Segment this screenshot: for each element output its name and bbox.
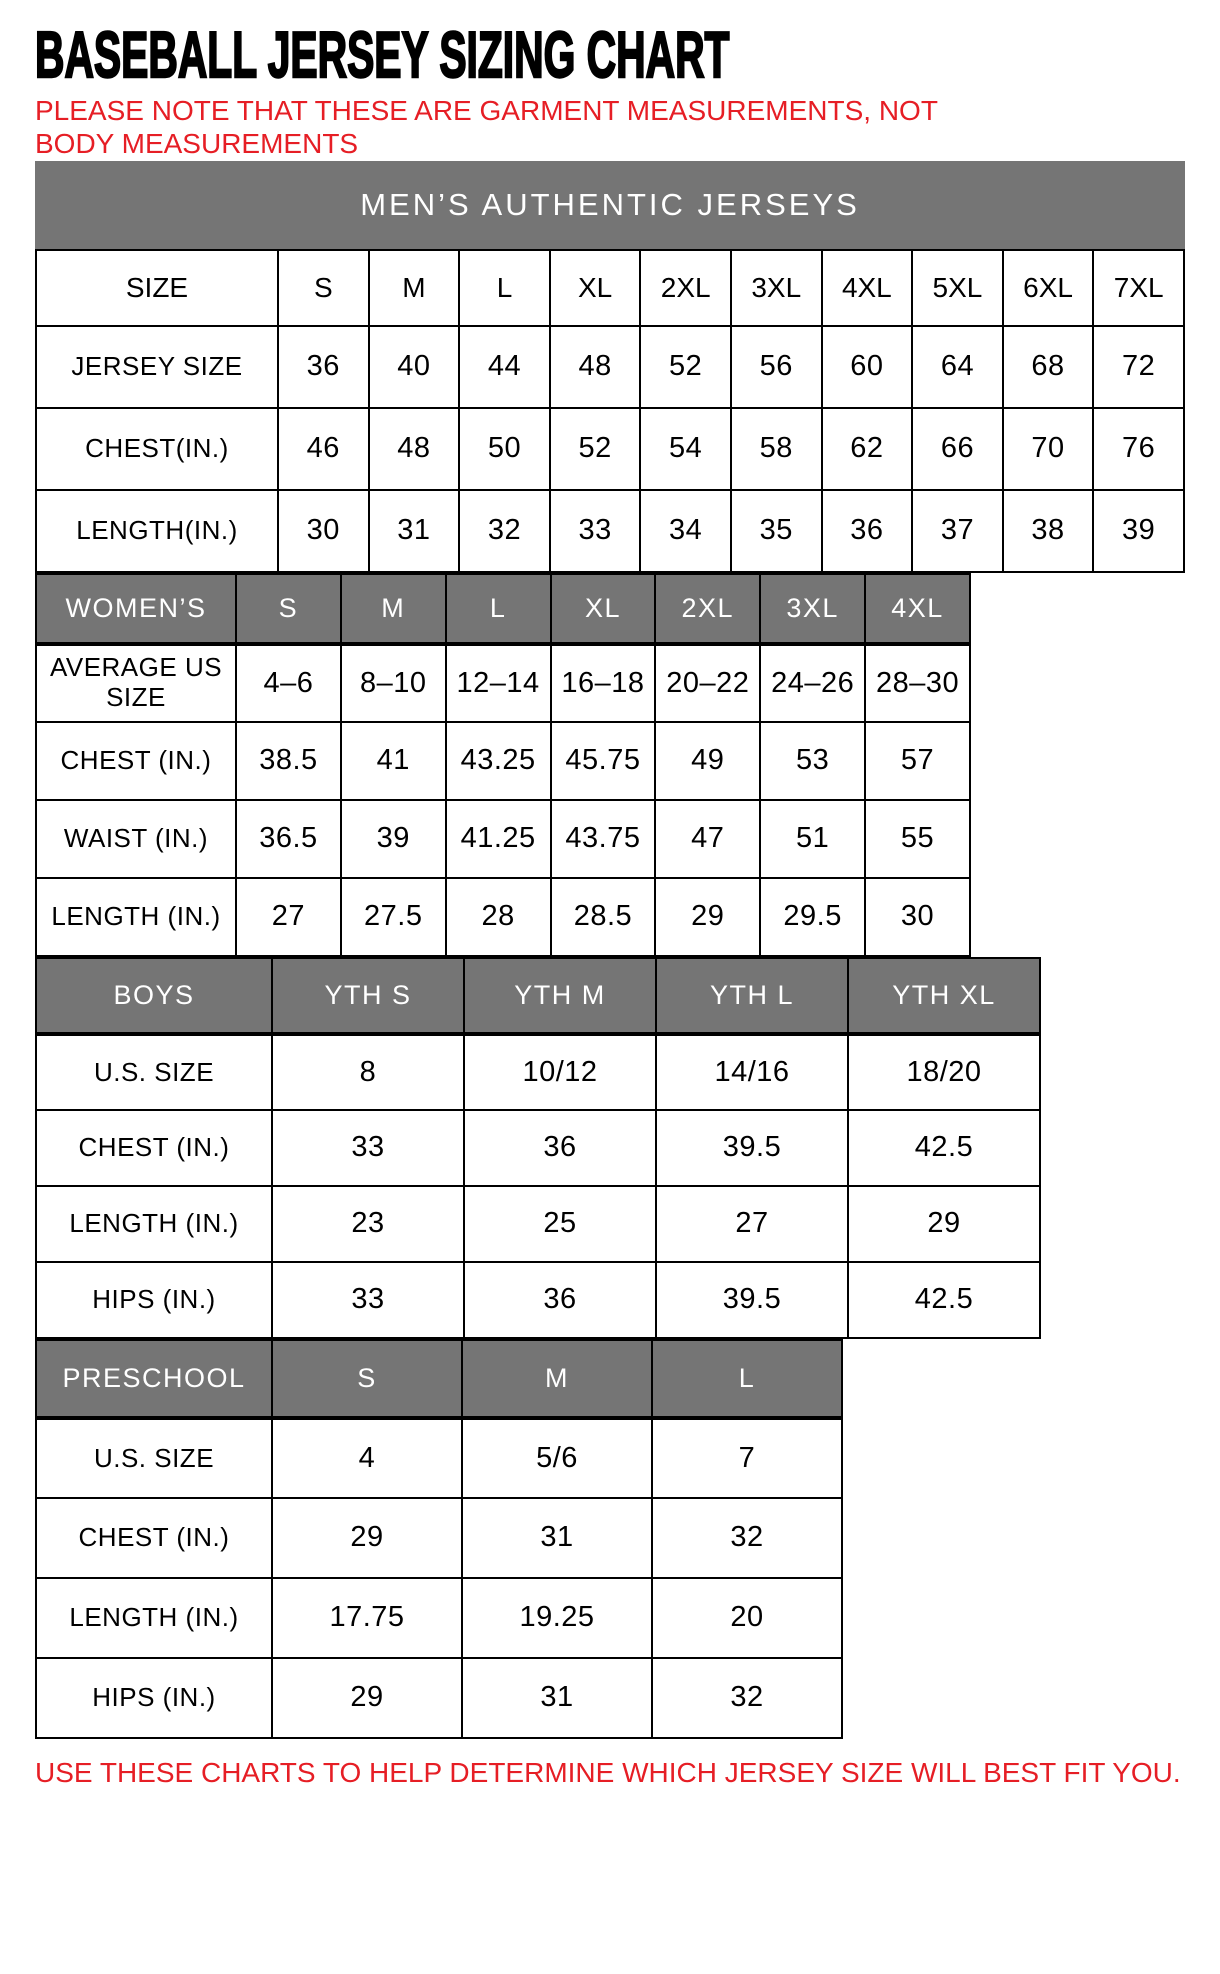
measurement-value-cell: 32 [459, 490, 550, 572]
size-column-header: XL [550, 250, 641, 326]
table-title-cell: BOYS [36, 958, 272, 1034]
measurement-value-cell: 5/6 [462, 1418, 652, 1498]
measurement-value-cell: 20 [652, 1578, 842, 1658]
measurement-value-cell: 36 [464, 1262, 656, 1338]
page-title: BASEBALL JERSEY SIZING CHART [35, 18, 730, 91]
boys-jerseys-section [35, 957, 1190, 1339]
measurement-value-cell: 38 [1003, 490, 1094, 572]
table-row [36, 1578, 842, 1658]
measurement-value-cell: 39.5 [656, 1110, 848, 1186]
table-row [36, 1498, 842, 1578]
table-title-cell: SIZE [36, 250, 278, 326]
measurement-value-cell: 25 [464, 1186, 656, 1262]
measurement-value-cell: 27 [236, 878, 341, 956]
table-row [36, 1110, 1040, 1186]
measurement-value-cell: 53 [760, 722, 865, 800]
measurement-value-cell: 31 [369, 490, 460, 572]
row-label-cell: CHEST (IN.) [36, 1498, 272, 1578]
measurement-value-cell: 52 [640, 326, 731, 408]
measurement-value-cell: 45.75 [551, 722, 656, 800]
measurement-value-cell: 36 [278, 326, 369, 408]
measurement-value-cell: 49 [655, 722, 760, 800]
measurement-value-cell: 55 [865, 800, 970, 878]
size-column-header: L [652, 1340, 842, 1418]
preschool-size-table [35, 1339, 843, 1739]
size-column-header: 3XL [731, 250, 822, 326]
row-label-cell: CHEST (IN.) [36, 1110, 272, 1186]
measurement-value-cell: 48 [550, 326, 641, 408]
row-label-cell: JERSEY SIZE [36, 326, 278, 408]
measurement-value-cell: 46 [278, 408, 369, 490]
size-column-header: 4XL [822, 250, 913, 326]
row-label-cell: U.S. SIZE [36, 1418, 272, 1498]
table-row [36, 1658, 842, 1738]
measurement-value-cell: 29 [272, 1658, 462, 1738]
mens-jerseys-section [35, 161, 1190, 573]
measurement-value-cell: 54 [640, 408, 731, 490]
table-row [36, 1034, 1040, 1110]
measurement-value-cell: 4–6 [236, 644, 341, 722]
measurement-value-cell: 12–14 [446, 644, 551, 722]
measurement-value-cell: 28.5 [551, 878, 656, 956]
size-header-row [36, 250, 1184, 326]
row-label-cell: WAIST (IN.) [36, 800, 236, 878]
row-label-cell: HIPS (IN.) [36, 1262, 272, 1338]
size-column-header: XL [551, 574, 656, 644]
measurement-value-cell: 7 [652, 1418, 842, 1498]
table-row [36, 490, 1184, 572]
size-column-header: YTH XL [848, 958, 1040, 1034]
table-row [36, 644, 970, 722]
measurement-value-cell: 29.5 [760, 878, 865, 956]
measurement-value-cell: 31 [462, 1658, 652, 1738]
measurement-value-cell: 19.25 [462, 1578, 652, 1658]
size-column-header: M [462, 1340, 652, 1418]
row-label-cell: CHEST (IN.) [36, 722, 236, 800]
size-column-header: S [236, 574, 341, 644]
measurement-value-cell: 76 [1093, 408, 1184, 490]
measurement-value-cell: 16–18 [551, 644, 656, 722]
measurement-value-cell: 28 [446, 878, 551, 956]
table-row [36, 1418, 842, 1498]
table-row [36, 722, 970, 800]
table-row [36, 800, 970, 878]
measurement-value-cell: 57 [865, 722, 970, 800]
row-label-cell: LENGTH (IN.) [36, 1186, 272, 1262]
measurement-value-cell: 66 [912, 408, 1003, 490]
measurement-value-cell: 41 [341, 722, 446, 800]
measurement-value-cell: 10/12 [464, 1034, 656, 1110]
measurement-value-cell: 14/16 [656, 1034, 848, 1110]
measurement-value-cell: 43.75 [551, 800, 656, 878]
measurement-value-cell: 72 [1093, 326, 1184, 408]
size-column-header: L [446, 574, 551, 644]
size-header-row [36, 1340, 842, 1418]
table-row [36, 878, 970, 956]
measurement-value-cell: 56 [731, 326, 822, 408]
measurement-value-cell: 50 [459, 408, 550, 490]
measurement-value-cell: 24–26 [760, 644, 865, 722]
row-label-cell: LENGTH(IN.) [36, 490, 278, 572]
measurement-value-cell: 33 [272, 1110, 464, 1186]
size-column-header: YTH M [464, 958, 656, 1034]
table-row [36, 408, 1184, 490]
measurement-value-cell: 32 [652, 1658, 842, 1738]
measurement-value-cell: 58 [731, 408, 822, 490]
mens-table-banner: MEN’S AUTHENTIC JERSEYS [35, 161, 1185, 249]
measurement-value-cell: 40 [369, 326, 460, 408]
preschool-jerseys-section [35, 1339, 1190, 1739]
measurement-value-cell: 31 [462, 1498, 652, 1578]
size-column-header: L [459, 250, 550, 326]
measurement-value-cell: 29 [272, 1498, 462, 1578]
size-column-header: YTH L [656, 958, 848, 1034]
table-row [36, 1262, 1040, 1338]
measurement-value-cell: 44 [459, 326, 550, 408]
measurement-value-cell: 38.5 [236, 722, 341, 800]
size-header-row [36, 958, 1040, 1034]
table-title-cell: WOMEN’S [36, 574, 236, 644]
row-label-cell: AVERAGE US SIZE [36, 644, 236, 722]
measurement-value-cell: 36 [464, 1110, 656, 1186]
row-label-cell: CHEST(IN.) [36, 408, 278, 490]
measurement-value-cell: 32 [652, 1498, 842, 1578]
fit-advice-note: USE THESE CHARTS TO HELP DETERMINE WHICH JERSEY SIZE WILL BEST FIT YOU. [35, 1756, 1181, 1788]
size-column-header: 3XL [760, 574, 865, 644]
row-label-cell: LENGTH (IN.) [36, 878, 236, 956]
measurement-value-cell: 64 [912, 326, 1003, 408]
measurement-value-cell: 20–22 [655, 644, 760, 722]
measurement-value-cell: 33 [272, 1262, 464, 1338]
table-row [36, 1186, 1040, 1262]
row-label-cell: HIPS (IN.) [36, 1658, 272, 1738]
size-column-header: S [272, 1340, 462, 1418]
measurement-value-cell: 48 [369, 408, 460, 490]
boys-size-table [35, 957, 1041, 1339]
measurement-value-cell: 36.5 [236, 800, 341, 878]
measurement-value-cell: 28–30 [865, 644, 970, 722]
measurement-value-cell: 42.5 [848, 1262, 1040, 1338]
mens-size-table [35, 249, 1185, 573]
measurement-value-cell: 39 [1093, 490, 1184, 572]
measurement-value-cell: 70 [1003, 408, 1094, 490]
size-column-header: 2XL [640, 250, 731, 326]
measurement-value-cell: 8 [272, 1034, 464, 1110]
size-column-header: 7XL [1093, 250, 1184, 326]
measurement-value-cell: 29 [848, 1186, 1040, 1262]
measurement-value-cell: 41.25 [446, 800, 551, 878]
size-column-header: YTH S [272, 958, 464, 1034]
measurement-value-cell: 39 [341, 800, 446, 878]
size-column-header: M [369, 250, 460, 326]
measurement-value-cell: 29 [655, 878, 760, 956]
womens-jerseys-section [35, 573, 1190, 957]
measurement-value-cell: 27.5 [341, 878, 446, 956]
size-column-header: 2XL [655, 574, 760, 644]
measurement-value-cell: 51 [760, 800, 865, 878]
womens-size-table [35, 573, 971, 957]
size-column-header: 4XL [865, 574, 970, 644]
table-title-cell: PRESCHOOL [36, 1340, 272, 1418]
measurement-value-cell: 52 [550, 408, 641, 490]
garment-measurement-note: PLEASE NOTE THAT THESE ARE GARMENT MEASUREMENTS, NOT BODY MEASUREMENTS [35, 95, 938, 159]
measurement-value-cell: 4 [272, 1418, 462, 1498]
measurement-value-cell: 47 [655, 800, 760, 878]
measurement-value-cell: 17.75 [272, 1578, 462, 1658]
size-column-header: S [278, 250, 369, 326]
size-column-header: 5XL [912, 250, 1003, 326]
measurement-value-cell: 39.5 [656, 1262, 848, 1338]
measurement-value-cell: 8–10 [341, 644, 446, 722]
measurement-value-cell: 30 [865, 878, 970, 956]
measurement-value-cell: 18/20 [848, 1034, 1040, 1110]
measurement-value-cell: 60 [822, 326, 913, 408]
measurement-value-cell: 42.5 [848, 1110, 1040, 1186]
size-header-row [36, 574, 970, 644]
measurement-value-cell: 27 [656, 1186, 848, 1262]
measurement-value-cell: 23 [272, 1186, 464, 1262]
measurement-value-cell: 62 [822, 408, 913, 490]
size-column-header: M [341, 574, 446, 644]
measurement-value-cell: 43.25 [446, 722, 551, 800]
table-row [36, 326, 1184, 408]
measurement-value-cell: 30 [278, 490, 369, 572]
measurement-value-cell: 33 [550, 490, 641, 572]
measurement-value-cell: 37 [912, 490, 1003, 572]
measurement-value-cell: 35 [731, 490, 822, 572]
row-label-cell: U.S. SIZE [36, 1034, 272, 1110]
measurement-value-cell: 36 [822, 490, 913, 572]
row-label-cell: LENGTH (IN.) [36, 1578, 272, 1658]
measurement-value-cell: 34 [640, 490, 731, 572]
size-column-header: 6XL [1003, 250, 1094, 326]
measurement-value-cell: 68 [1003, 326, 1094, 408]
